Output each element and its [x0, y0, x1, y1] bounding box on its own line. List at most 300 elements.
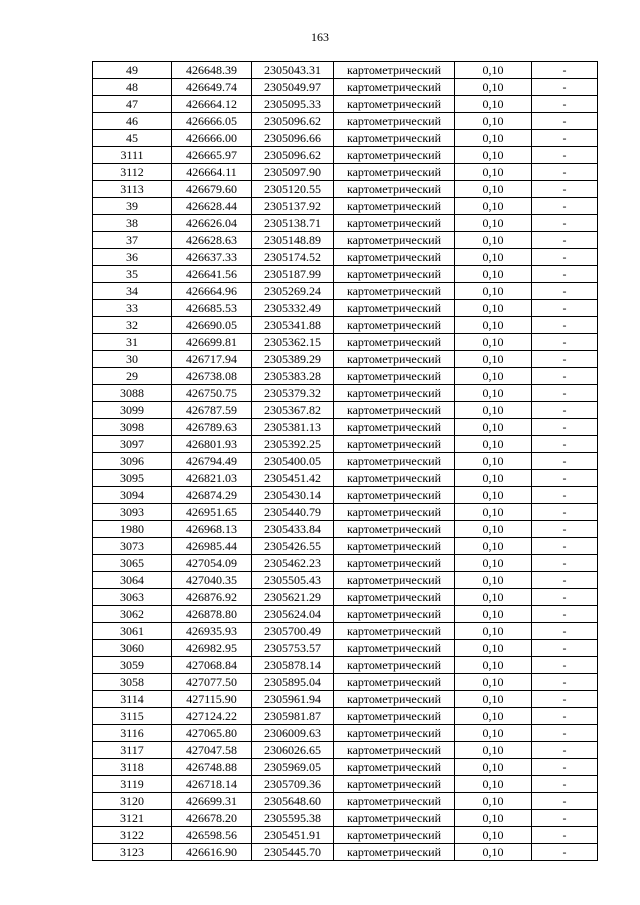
accuracy-cell: 0,10 — [455, 606, 532, 623]
description-cell: - — [532, 606, 598, 623]
y-coordinate-cell: 2305137.92 — [252, 198, 334, 215]
table-row — [93, 266, 598, 283]
point-number-cell: 3061 — [93, 623, 172, 640]
x-coordinate-cell: 426616.90 — [172, 844, 252, 861]
point-number-cell: 34 — [93, 283, 172, 300]
x-coordinate-cell: 427040.35 — [172, 572, 252, 589]
accuracy-cell: 0,10 — [455, 691, 532, 708]
table-row — [93, 232, 598, 249]
description-cell: - — [532, 368, 598, 385]
description-cell: - — [532, 844, 598, 861]
accuracy-cell: 0,10 — [455, 283, 532, 300]
method-cell: картометрический — [334, 810, 455, 827]
method-cell: картометрический — [334, 300, 455, 317]
method-cell: картометрический — [334, 776, 455, 793]
point-number-cell: 3115 — [93, 708, 172, 725]
point-number-cell: 3118 — [93, 759, 172, 776]
table-row — [93, 351, 598, 368]
method-cell: картометрический — [334, 334, 455, 351]
y-coordinate-cell: 2305433.84 — [252, 521, 334, 538]
table-row — [93, 844, 598, 861]
description-cell: - — [532, 538, 598, 555]
accuracy-cell: 0,10 — [455, 198, 532, 215]
x-coordinate-cell: 426935.93 — [172, 623, 252, 640]
table-row — [93, 793, 598, 810]
point-number-cell: 33 — [93, 300, 172, 317]
accuracy-cell: 0,10 — [455, 521, 532, 538]
y-coordinate-cell: 2305097.90 — [252, 164, 334, 181]
accuracy-cell: 0,10 — [455, 827, 532, 844]
method-cell: картометрический — [334, 402, 455, 419]
y-coordinate-cell: 2305381.13 — [252, 419, 334, 436]
y-coordinate-cell: 2305709.36 — [252, 776, 334, 793]
description-cell: - — [532, 351, 598, 368]
point-number-cell: 49 — [93, 62, 172, 79]
accuracy-cell: 0,10 — [455, 844, 532, 861]
description-cell: - — [532, 589, 598, 606]
description-cell: - — [532, 385, 598, 402]
method-cell: картометрический — [334, 113, 455, 130]
point-number-cell: 3062 — [93, 606, 172, 623]
y-coordinate-cell: 2305049.97 — [252, 79, 334, 96]
y-coordinate-cell: 2305389.29 — [252, 351, 334, 368]
x-coordinate-cell: 427077.50 — [172, 674, 252, 691]
description-cell: - — [532, 623, 598, 640]
accuracy-cell: 0,10 — [455, 232, 532, 249]
description-cell: - — [532, 810, 598, 827]
accuracy-cell: 0,10 — [455, 623, 532, 640]
table-row — [93, 113, 598, 130]
accuracy-cell: 0,10 — [455, 487, 532, 504]
x-coordinate-cell: 427115.90 — [172, 691, 252, 708]
description-cell: - — [532, 266, 598, 283]
description-cell: - — [532, 181, 598, 198]
method-cell: картометрический — [334, 249, 455, 266]
accuracy-cell: 0,10 — [455, 776, 532, 793]
table-body — [93, 62, 598, 861]
x-coordinate-cell: 426750.75 — [172, 385, 252, 402]
description-cell: - — [532, 555, 598, 572]
table-row — [93, 708, 598, 725]
point-number-cell: 3113 — [93, 181, 172, 198]
method-cell: картометрический — [334, 640, 455, 657]
accuracy-cell: 0,10 — [455, 470, 532, 487]
description-cell: - — [532, 742, 598, 759]
accuracy-cell: 0,10 — [455, 572, 532, 589]
table-row — [93, 181, 598, 198]
accuracy-cell: 0,10 — [455, 436, 532, 453]
description-cell: - — [532, 572, 598, 589]
x-coordinate-cell: 426951.65 — [172, 504, 252, 521]
table-row — [93, 504, 598, 521]
table-row — [93, 623, 598, 640]
table-row — [93, 487, 598, 504]
method-cell: картометрический — [334, 266, 455, 283]
table-row — [93, 810, 598, 827]
method-cell: картометрический — [334, 487, 455, 504]
description-cell: - — [532, 470, 598, 487]
table-row — [93, 657, 598, 674]
y-coordinate-cell: 2305451.91 — [252, 827, 334, 844]
point-number-cell: 37 — [93, 232, 172, 249]
method-cell: картометрический — [334, 470, 455, 487]
point-number-cell: 38 — [93, 215, 172, 232]
x-coordinate-cell: 426876.92 — [172, 589, 252, 606]
accuracy-cell: 0,10 — [455, 504, 532, 521]
x-coordinate-cell: 426598.56 — [172, 827, 252, 844]
method-cell: картометрический — [334, 844, 455, 861]
table-row — [93, 691, 598, 708]
x-coordinate-cell: 426968.13 — [172, 521, 252, 538]
y-coordinate-cell: 2305400.05 — [252, 453, 334, 470]
x-coordinate-cell: 426699.81 — [172, 334, 252, 351]
x-coordinate-cell: 426787.59 — [172, 402, 252, 419]
table-row — [93, 215, 598, 232]
method-cell: картометрический — [334, 708, 455, 725]
point-number-cell: 3099 — [93, 402, 172, 419]
y-coordinate-cell: 2305445.70 — [252, 844, 334, 861]
description-cell: - — [532, 708, 598, 725]
y-coordinate-cell: 2305969.05 — [252, 759, 334, 776]
description-cell: - — [532, 640, 598, 657]
point-number-cell: 3073 — [93, 538, 172, 555]
y-coordinate-cell: 2305120.55 — [252, 181, 334, 198]
y-coordinate-cell: 2305621.29 — [252, 589, 334, 606]
table-row — [93, 62, 598, 79]
y-coordinate-cell: 2305961.94 — [252, 691, 334, 708]
description-cell: - — [532, 776, 598, 793]
accuracy-cell: 0,10 — [455, 402, 532, 419]
description-cell: - — [532, 436, 598, 453]
y-coordinate-cell: 2305379.32 — [252, 385, 334, 402]
table-row — [93, 453, 598, 470]
y-coordinate-cell: 2305269.24 — [252, 283, 334, 300]
x-coordinate-cell: 427054.09 — [172, 555, 252, 572]
method-cell: картометрический — [334, 385, 455, 402]
y-coordinate-cell: 2305462.23 — [252, 555, 334, 572]
point-number-cell: 3088 — [93, 385, 172, 402]
method-cell: картометрический — [334, 62, 455, 79]
y-coordinate-cell: 2305700.49 — [252, 623, 334, 640]
table-row — [93, 402, 598, 419]
x-coordinate-cell: 426690.05 — [172, 317, 252, 334]
point-number-cell: 3112 — [93, 164, 172, 181]
accuracy-cell: 0,10 — [455, 725, 532, 742]
table-row — [93, 368, 598, 385]
point-number-cell: 45 — [93, 130, 172, 147]
x-coordinate-cell: 426637.33 — [172, 249, 252, 266]
description-cell: - — [532, 113, 598, 130]
coordinates-table — [92, 61, 598, 861]
point-number-cell: 3097 — [93, 436, 172, 453]
y-coordinate-cell: 2305383.28 — [252, 368, 334, 385]
table-row — [93, 572, 598, 589]
point-number-cell: 3058 — [93, 674, 172, 691]
accuracy-cell: 0,10 — [455, 334, 532, 351]
description-cell: - — [532, 283, 598, 300]
y-coordinate-cell: 2305341.88 — [252, 317, 334, 334]
accuracy-cell: 0,10 — [455, 555, 532, 572]
table-row — [93, 759, 598, 776]
description-cell: - — [532, 79, 598, 96]
point-number-cell: 30 — [93, 351, 172, 368]
x-coordinate-cell: 427068.84 — [172, 657, 252, 674]
y-coordinate-cell: 2305430.14 — [252, 487, 334, 504]
x-coordinate-cell: 426738.08 — [172, 368, 252, 385]
accuracy-cell: 0,10 — [455, 385, 532, 402]
y-coordinate-cell: 2305332.49 — [252, 300, 334, 317]
accuracy-cell: 0,10 — [455, 62, 532, 79]
x-coordinate-cell: 426878.80 — [172, 606, 252, 623]
table-row — [93, 164, 598, 181]
y-coordinate-cell: 2305187.99 — [252, 266, 334, 283]
x-coordinate-cell: 426699.31 — [172, 793, 252, 810]
point-number-cell: 3114 — [93, 691, 172, 708]
description-cell: - — [532, 96, 598, 113]
y-coordinate-cell: 2305426.55 — [252, 538, 334, 555]
table-row — [93, 521, 598, 538]
table-row — [93, 300, 598, 317]
table-row — [93, 555, 598, 572]
method-cell: картометрический — [334, 317, 455, 334]
description-cell: - — [532, 725, 598, 742]
method-cell: картометрический — [334, 368, 455, 385]
point-number-cell: 3094 — [93, 487, 172, 504]
y-coordinate-cell: 2305096.62 — [252, 113, 334, 130]
description-cell: - — [532, 300, 598, 317]
y-coordinate-cell: 2305096.62 — [252, 147, 334, 164]
method-cell: картометрический — [334, 283, 455, 300]
table-row — [93, 589, 598, 606]
method-cell: картометрический — [334, 521, 455, 538]
method-cell: картометрический — [334, 657, 455, 674]
point-number-cell: 3119 — [93, 776, 172, 793]
accuracy-cell: 0,10 — [455, 368, 532, 385]
point-number-cell: 36 — [93, 249, 172, 266]
method-cell: картометрический — [334, 130, 455, 147]
method-cell: картометрический — [334, 742, 455, 759]
accuracy-cell: 0,10 — [455, 759, 532, 776]
x-coordinate-cell: 426789.63 — [172, 419, 252, 436]
y-coordinate-cell: 2305362.15 — [252, 334, 334, 351]
point-number-cell: 1980 — [93, 521, 172, 538]
method-cell: картометрический — [334, 232, 455, 249]
accuracy-cell: 0,10 — [455, 266, 532, 283]
point-number-cell: 3111 — [93, 147, 172, 164]
description-cell: - — [532, 674, 598, 691]
table-row — [93, 79, 598, 96]
accuracy-cell: 0,10 — [455, 419, 532, 436]
y-coordinate-cell: 2305174.52 — [252, 249, 334, 266]
description-cell: - — [532, 827, 598, 844]
description-cell: - — [532, 453, 598, 470]
description-cell: - — [532, 334, 598, 351]
method-cell: картометрический — [334, 725, 455, 742]
x-coordinate-cell: 426666.00 — [172, 130, 252, 147]
x-coordinate-cell: 426664.12 — [172, 96, 252, 113]
x-coordinate-cell: 426666.05 — [172, 113, 252, 130]
table-row — [93, 776, 598, 793]
description-cell: - — [532, 521, 598, 538]
description-cell: - — [532, 147, 598, 164]
y-coordinate-cell: 2305148.89 — [252, 232, 334, 249]
description-cell: - — [532, 232, 598, 249]
y-coordinate-cell: 2305138.71 — [252, 215, 334, 232]
method-cell: картометрический — [334, 555, 455, 572]
x-coordinate-cell: 426679.60 — [172, 181, 252, 198]
y-coordinate-cell: 2305451.42 — [252, 470, 334, 487]
x-coordinate-cell: 426685.53 — [172, 300, 252, 317]
table-row — [93, 147, 598, 164]
method-cell: картометрический — [334, 589, 455, 606]
y-coordinate-cell: 2305043.31 — [252, 62, 334, 79]
y-coordinate-cell: 2306009.63 — [252, 725, 334, 742]
point-number-cell: 3120 — [93, 793, 172, 810]
x-coordinate-cell: 427124.22 — [172, 708, 252, 725]
table-row — [93, 538, 598, 555]
table-row — [93, 827, 598, 844]
point-number-cell: 29 — [93, 368, 172, 385]
x-coordinate-cell: 426664.11 — [172, 164, 252, 181]
point-number-cell: 3122 — [93, 827, 172, 844]
x-coordinate-cell: 426628.63 — [172, 232, 252, 249]
x-coordinate-cell: 426665.97 — [172, 147, 252, 164]
point-number-cell: 3059 — [93, 657, 172, 674]
table-row — [93, 96, 598, 113]
y-coordinate-cell: 2305595.38 — [252, 810, 334, 827]
method-cell: картометрический — [334, 606, 455, 623]
method-cell: картометрический — [334, 504, 455, 521]
point-number-cell: 47 — [93, 96, 172, 113]
method-cell: картометрический — [334, 436, 455, 453]
x-coordinate-cell: 426678.20 — [172, 810, 252, 827]
point-number-cell: 48 — [93, 79, 172, 96]
point-number-cell: 3093 — [93, 504, 172, 521]
y-coordinate-cell: 2305096.66 — [252, 130, 334, 147]
point-number-cell: 3095 — [93, 470, 172, 487]
x-coordinate-cell: 426641.56 — [172, 266, 252, 283]
x-coordinate-cell: 426985.44 — [172, 538, 252, 555]
accuracy-cell: 0,10 — [455, 300, 532, 317]
method-cell: картометрический — [334, 572, 455, 589]
accuracy-cell: 0,10 — [455, 130, 532, 147]
x-coordinate-cell: 426748.88 — [172, 759, 252, 776]
accuracy-cell: 0,10 — [455, 113, 532, 130]
x-coordinate-cell: 426794.49 — [172, 453, 252, 470]
accuracy-cell: 0,10 — [455, 640, 532, 657]
description-cell: - — [532, 215, 598, 232]
point-number-cell: 3096 — [93, 453, 172, 470]
description-cell: - — [532, 657, 598, 674]
y-coordinate-cell: 2305895.04 — [252, 674, 334, 691]
accuracy-cell: 0,10 — [455, 351, 532, 368]
table-row — [93, 198, 598, 215]
method-cell: картометрический — [334, 96, 455, 113]
x-coordinate-cell: 426628.44 — [172, 198, 252, 215]
y-coordinate-cell: 2305753.57 — [252, 640, 334, 657]
accuracy-cell: 0,10 — [455, 538, 532, 555]
table-row — [93, 385, 598, 402]
table-row — [93, 317, 598, 334]
x-coordinate-cell: 427065.80 — [172, 725, 252, 742]
table-row — [93, 283, 598, 300]
y-coordinate-cell: 2305505.43 — [252, 572, 334, 589]
point-number-cell: 3117 — [93, 742, 172, 759]
method-cell: картометрический — [334, 691, 455, 708]
y-coordinate-cell: 2305392.25 — [252, 436, 334, 453]
accuracy-cell: 0,10 — [455, 147, 532, 164]
method-cell: картометрический — [334, 198, 455, 215]
method-cell: картометрический — [334, 351, 455, 368]
table-row — [93, 470, 598, 487]
point-number-cell: 3123 — [93, 844, 172, 861]
table-row — [93, 742, 598, 759]
accuracy-cell: 0,10 — [455, 657, 532, 674]
y-coordinate-cell: 2305648.60 — [252, 793, 334, 810]
method-cell: картометрический — [334, 79, 455, 96]
x-coordinate-cell: 426982.95 — [172, 640, 252, 657]
table-row — [93, 419, 598, 436]
point-number-cell: 3060 — [93, 640, 172, 657]
description-cell: - — [532, 402, 598, 419]
accuracy-cell: 0,10 — [455, 453, 532, 470]
description-cell: - — [532, 504, 598, 521]
description-cell: - — [532, 691, 598, 708]
accuracy-cell: 0,10 — [455, 181, 532, 198]
description-cell: - — [532, 164, 598, 181]
y-coordinate-cell: 2305624.04 — [252, 606, 334, 623]
accuracy-cell: 0,10 — [455, 96, 532, 113]
accuracy-cell: 0,10 — [455, 810, 532, 827]
y-coordinate-cell: 2305367.82 — [252, 402, 334, 419]
x-coordinate-cell: 426648.39 — [172, 62, 252, 79]
y-coordinate-cell: 2305095.33 — [252, 96, 334, 113]
description-cell: - — [532, 62, 598, 79]
point-number-cell: 3098 — [93, 419, 172, 436]
accuracy-cell: 0,10 — [455, 674, 532, 691]
method-cell: картометрический — [334, 147, 455, 164]
accuracy-cell: 0,10 — [455, 793, 532, 810]
point-number-cell: 46 — [93, 113, 172, 130]
y-coordinate-cell: 2305981.87 — [252, 708, 334, 725]
method-cell: картометрический — [334, 623, 455, 640]
method-cell: картометрический — [334, 453, 455, 470]
description-cell: - — [532, 487, 598, 504]
method-cell: картометрический — [334, 164, 455, 181]
point-number-cell: 3116 — [93, 725, 172, 742]
method-cell: картометрический — [334, 674, 455, 691]
x-coordinate-cell: 426626.04 — [172, 215, 252, 232]
table-row — [93, 130, 598, 147]
table-row — [93, 725, 598, 742]
accuracy-cell: 0,10 — [455, 249, 532, 266]
table-row — [93, 674, 598, 691]
description-cell: - — [532, 419, 598, 436]
table-row — [93, 436, 598, 453]
description-cell: - — [532, 198, 598, 215]
method-cell: картометрический — [334, 759, 455, 776]
x-coordinate-cell: 426821.03 — [172, 470, 252, 487]
x-coordinate-cell: 426664.96 — [172, 283, 252, 300]
table-row — [93, 606, 598, 623]
point-number-cell: 31 — [93, 334, 172, 351]
accuracy-cell: 0,10 — [455, 742, 532, 759]
x-coordinate-cell: 426649.74 — [172, 79, 252, 96]
page-number: 163 — [311, 30, 329, 44]
accuracy-cell: 0,10 — [455, 317, 532, 334]
accuracy-cell: 0,10 — [455, 708, 532, 725]
description-cell: - — [532, 130, 598, 147]
